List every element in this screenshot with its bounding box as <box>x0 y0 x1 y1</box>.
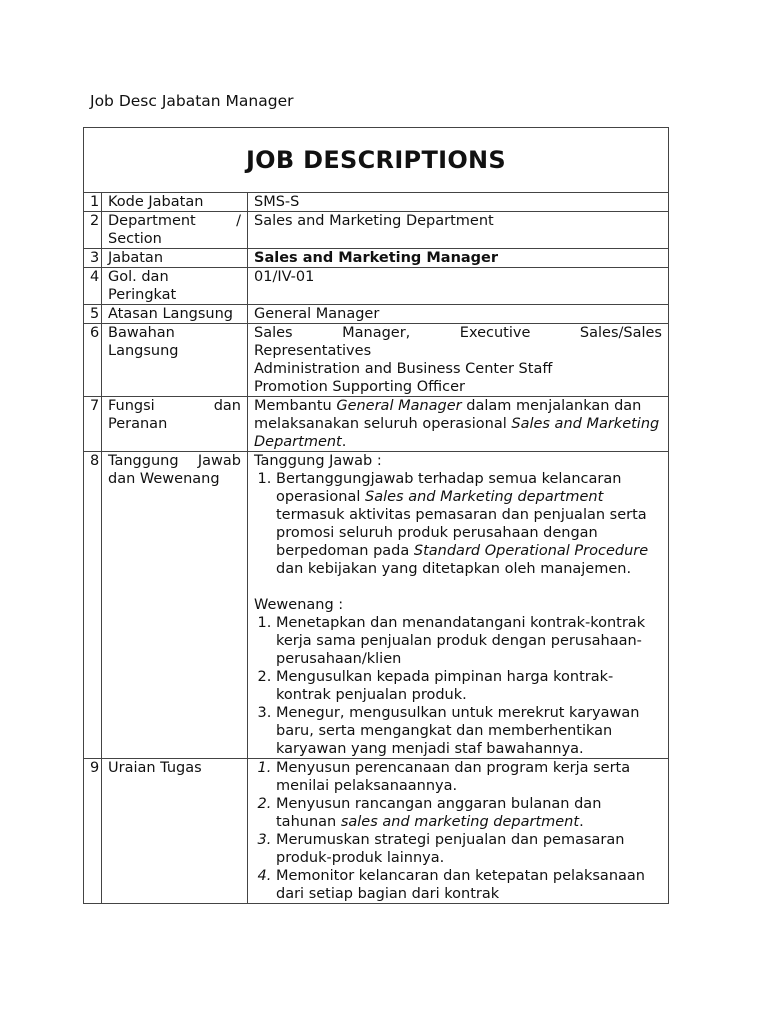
label-line: Fungsi dan <box>108 398 241 414</box>
value-line: Sales Manager, Executive Sales/Sales <box>254 325 662 341</box>
row-value: Sales and Marketing Department <box>248 212 669 249</box>
document-heading: Job Desc Jabatan Manager <box>90 92 294 110</box>
table-row <box>84 397 669 452</box>
responsibility-list <box>254 470 662 578</box>
label-line: Section <box>108 231 162 247</box>
row-value: General Manager <box>248 305 669 324</box>
title-row <box>84 128 669 193</box>
list-item: 2. Mengusulkan kepada pimpinan harga kontrak-kontrak penjualan produk. <box>276 668 662 704</box>
list-item: 1. Menyusun perencanaan dan program kerja serta menilai pelaksanaannya. <box>276 759 662 795</box>
row-value: SMS-S <box>248 193 669 212</box>
table-row <box>84 249 669 268</box>
value-line: Representatives <box>254 343 372 359</box>
row-number: 8 <box>84 452 102 759</box>
table-row <box>84 268 669 305</box>
label-line: Bawahan <box>108 325 175 341</box>
row-value: Membantu General Manager dalam menjalankan dan melaksanakan seluruh operasional Sales and Marketing Department. <box>248 397 669 452</box>
row-label: Uraian Tugas <box>102 759 248 904</box>
row-number: 1 <box>84 193 102 212</box>
label-line: Department / <box>108 213 241 229</box>
row-label <box>102 324 248 397</box>
label-line: dan Wewenang <box>108 471 220 487</box>
table-row <box>84 324 669 397</box>
list-item: 3. Menegur, mengusulkan untuk merekrut karyawan baru, serta mengangkat dan memberhentikan karyawan yang menjadi staf bawahannya. <box>276 704 662 758</box>
table-row <box>84 759 669 904</box>
row-label <box>102 452 248 759</box>
section-heading: Wewenang : <box>254 597 344 613</box>
row-value: 01/IV-01 <box>248 268 669 305</box>
list-item: 3. Merumuskan strategi penjualan dan pemasaran produk-produk lainnya. <box>276 831 662 867</box>
row-label: Gol. dan Peringkat <box>102 268 248 305</box>
table-row <box>84 452 669 759</box>
list-item: 1. Bertanggungjawab terhadap semua kelancaran operasional Sales and Marketing department termasuk aktivitas pemasaran dan penjualan serta promosi seluruh produk perusahaan dengan berpedoman pada Standard Operational Procedure dan kebijakan yang ditetapkan oleh manajemen. <box>276 470 662 578</box>
table-row <box>84 193 669 212</box>
row-label: Kode Jabatan <box>102 193 248 212</box>
row-number: 6 <box>84 324 102 397</box>
row-number: 7 <box>84 397 102 452</box>
row-label <box>102 212 248 249</box>
label-line: Peranan <box>108 416 168 432</box>
row-value: Sales and Marketing Manager <box>248 249 669 268</box>
row-label: Atasan Langsung <box>102 305 248 324</box>
job-description-table <box>83 127 669 904</box>
label-line: Langsung <box>108 343 179 359</box>
list-item: 1. Menetapkan dan menandatangani kontrak-kontrak kerja sama penjualan produk dengan perusahaan-perusahaan/klien <box>276 614 662 668</box>
table-title: JOB DESCRIPTIONS <box>84 128 669 193</box>
table-row <box>84 212 669 249</box>
row-value <box>248 759 669 904</box>
row-number: 9 <box>84 759 102 904</box>
value-line: Administration and Business Center Staff <box>254 361 553 377</box>
section-heading: Tanggung Jawab : <box>254 453 382 469</box>
row-number: 5 <box>84 305 102 324</box>
label-line: Tanggung Jawab <box>108 453 241 469</box>
task-list <box>254 759 662 903</box>
table-row <box>84 305 669 324</box>
row-label <box>102 397 248 452</box>
row-number: 3 <box>84 249 102 268</box>
list-item: 4. Memonitor kelancaran dan ketepatan pelaksanaan dari setiap bagian dari kontrak <box>276 867 662 903</box>
list-item: 2. Menyusun rancangan anggaran bulanan dan tahunan sales and marketing department. <box>276 795 662 831</box>
row-label: Jabatan <box>102 249 248 268</box>
row-value <box>248 452 669 759</box>
row-number: 2 <box>84 212 102 249</box>
value-line: Promotion Supporting Officer <box>254 379 466 395</box>
authority-list <box>254 614 662 758</box>
row-value <box>248 324 669 397</box>
row-number: 4 <box>84 268 102 305</box>
